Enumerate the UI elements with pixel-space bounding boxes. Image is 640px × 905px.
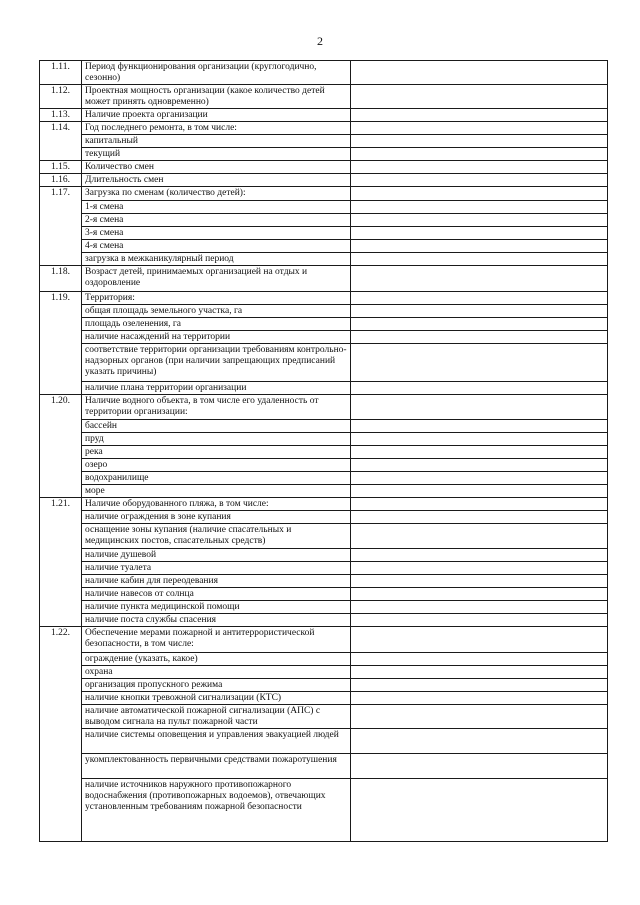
answer-cell[interactable] [351,292,608,305]
section-title: Территория: [82,292,351,305]
item-label: наличие системы оповещения и управления эвакуацией людей [82,729,351,754]
answer-cell[interactable] [351,666,608,679]
table-row [40,318,608,331]
table-row [40,588,608,601]
item-label: соответствие территории организации требованиям контрольно-надзорных органов (при наличии запрещающих предписаний указать причины) [82,344,351,382]
section-number: 1.11. [40,61,82,85]
item-label: море [82,485,351,498]
table-row [40,601,608,614]
section-number: 1.12. [40,85,82,109]
section-number: 1.18. [40,266,82,292]
answer-cell[interactable] [351,549,608,562]
section-title: Обеспечение мерами пожарной и антитеррористической безопасности, в том числе: [82,627,351,653]
answer-cell[interactable] [351,575,608,588]
table-row [40,122,608,135]
table-row [40,227,608,240]
answer-cell[interactable] [351,135,608,148]
answer-cell[interactable] [351,382,608,395]
item-label: оснащение зоны купания (наличие спасательных и медицинских постов, спасательных средств) [82,524,351,549]
answer-cell[interactable] [351,524,608,549]
item-label: организация пропускного режима [82,679,351,692]
section-number: 1.22. [40,627,82,842]
item-label: наличие поста службы спасения [82,614,351,627]
answer-cell[interactable] [351,754,608,779]
item-label: наличие ограждения в зоне купания [82,511,351,524]
section-number: 1.14. [40,122,82,161]
section-number: 1.15. [40,161,82,174]
section-title: Количество смен [82,161,351,174]
table-row [40,666,608,679]
table-row [40,524,608,549]
answer-cell[interactable] [351,240,608,253]
answer-cell[interactable] [351,679,608,692]
answer-cell[interactable] [351,344,608,382]
item-label: 3-я смена [82,227,351,240]
questionnaire-table [39,60,608,842]
table-row [40,627,608,653]
table-row [40,779,608,842]
table-row [40,382,608,395]
answer-cell[interactable] [351,122,608,135]
item-label: укомплектованность первичными средствами пожаротушения [82,754,351,779]
answer-cell[interactable] [351,201,608,214]
section-title: Проектная мощность организации (какое количество детей может принять одновременно) [82,85,351,109]
answer-cell[interactable] [351,614,608,627]
item-label: капитальный [82,135,351,148]
answer-cell[interactable] [351,459,608,472]
answer-cell[interactable] [351,253,608,266]
answer-cell[interactable] [351,148,608,161]
table-row [40,729,608,754]
table-row [40,420,608,433]
section-number: 1.20. [40,395,82,498]
table-row [40,61,608,85]
table-row [40,679,608,692]
item-label: пруд [82,433,351,446]
answer-cell[interactable] [351,187,608,201]
answer-cell[interactable] [351,61,608,85]
table-row [40,253,608,266]
item-label: наличие навесов от солнца [82,588,351,601]
table-row [40,692,608,705]
item-label: общая площадь земельного участка, га [82,305,351,318]
item-label: озеро [82,459,351,472]
item-label: площадь озеленения, га [82,318,351,331]
section-number: 1.16. [40,174,82,187]
answer-cell[interactable] [351,446,608,459]
table-row [40,161,608,174]
table-row [40,562,608,575]
item-label: наличие источников наружного противопожарного водоснабжения (противопожарных водоемов), отвечающих установленным требованиям пожарной безопасности [82,779,351,842]
answer-cell[interactable] [351,174,608,187]
answer-cell[interactable] [351,729,608,754]
answer-cell[interactable] [351,331,608,344]
answer-cell[interactable] [351,85,608,109]
table-row [40,705,608,729]
answer-cell[interactable] [351,420,608,433]
table-row [40,472,608,485]
table-row [40,446,608,459]
answer-cell[interactable] [351,214,608,227]
answer-cell[interactable] [351,227,608,240]
item-label: наличие насаждений на территории [82,331,351,344]
section-number: 1.19. [40,292,82,395]
item-label: 4-я смена [82,240,351,253]
item-label: наличие пункта медицинской помощи [82,601,351,614]
page-number: 2 [317,34,323,48]
answer-cell[interactable] [351,692,608,705]
table-row [40,331,608,344]
item-label: загрузка в межканикулярный период [82,253,351,266]
item-label: наличие туалета [82,562,351,575]
item-label: наличие кабин для переодевания [82,575,351,588]
table-row [40,174,608,187]
answer-cell[interactable] [351,109,608,122]
answer-cell[interactable] [351,653,608,666]
table-row [40,459,608,472]
answer-cell[interactable] [351,485,608,498]
section-title: Период функционирования организации (круглогодично, сезонно) [82,61,351,85]
item-label: водохранилище [82,472,351,485]
table-row [40,511,608,524]
answer-cell[interactable] [351,433,608,446]
item-label: наличие плана территории организации [82,382,351,395]
table-row [40,549,608,562]
item-label: бассейн [82,420,351,433]
answer-cell[interactable] [351,562,608,575]
section-title: Наличие проекта организации [82,109,351,122]
section-title: Наличие оборудованного пляжа, в том числе: [82,498,351,511]
table-row [40,85,608,109]
answer-cell[interactable] [351,266,608,292]
answer-cell[interactable] [351,161,608,174]
table-row [40,653,608,666]
answer-cell[interactable] [351,305,608,318]
table-row [40,148,608,161]
item-label: наличие автоматической пожарной сигнализации (АПС) с выводом сигнала на пульт пожарной части [82,705,351,729]
item-label: 1-я смена [82,201,351,214]
section-number: 1.13. [40,109,82,122]
table-row [40,135,608,148]
answer-cell[interactable] [351,511,608,524]
table-row [40,201,608,214]
item-label: наличие душевой [82,549,351,562]
table-row [40,575,608,588]
answer-cell[interactable] [351,705,608,729]
table-row [40,395,608,420]
item-label: 2-я смена [82,214,351,227]
answer-cell[interactable] [351,627,608,653]
answer-cell[interactable] [351,588,608,601]
section-title: Загрузка по сменам (количество детей): [82,187,351,201]
table-row [40,305,608,318]
table-row [40,214,608,227]
item-label: ограждение (указать, какое) [82,653,351,666]
table-row [40,433,608,446]
table-row [40,187,608,201]
table-row [40,240,608,253]
table-row [40,614,608,627]
table-row [40,498,608,511]
table-row [40,109,608,122]
item-label: наличие кнопки тревожной сигнализации (КТС) [82,692,351,705]
section-number: 1.21. [40,498,82,627]
answer-cell[interactable] [351,318,608,331]
answer-cell[interactable] [351,601,608,614]
answer-cell[interactable] [351,498,608,511]
table-row [40,754,608,779]
item-label: охрана [82,666,351,679]
item-label: текущий [82,148,351,161]
answer-cell[interactable] [351,779,608,842]
section-title: Длительность смен [82,174,351,187]
table-row [40,344,608,382]
table-row [40,485,608,498]
section-number: 1.17. [40,187,82,266]
answer-cell[interactable] [351,472,608,485]
section-title: Возраст детей, принимаемых организацией на отдых и оздоровление [82,266,351,292]
answer-cell[interactable] [351,395,608,420]
table-row [40,292,608,305]
section-title: Год последнего ремонта, в том числе: [82,122,351,135]
section-title: Наличие водного объекта, в том числе его удаленность от территории организации: [82,395,351,420]
item-label: река [82,446,351,459]
table-row [40,266,608,292]
